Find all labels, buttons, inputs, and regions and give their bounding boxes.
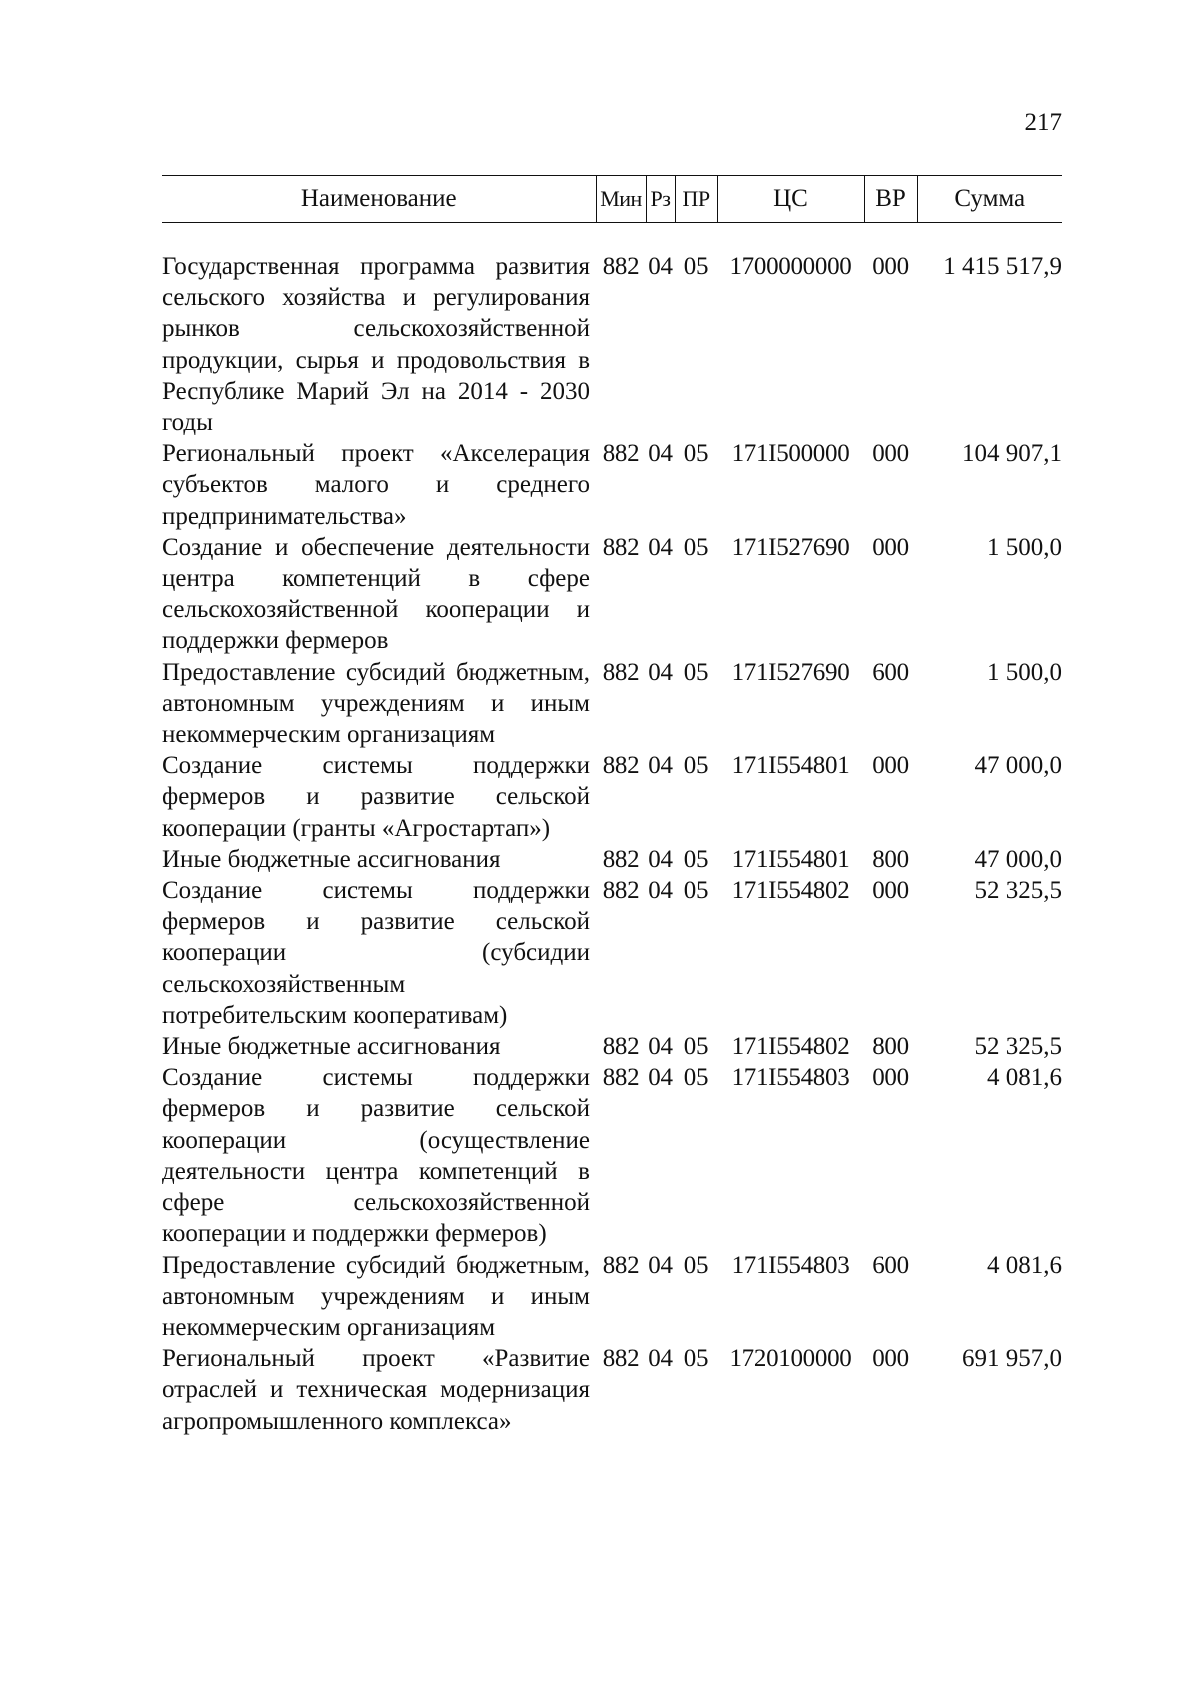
cell-min: 882 xyxy=(602,1064,640,1092)
cell-pr: 05 xyxy=(683,877,709,905)
cell-rz: 04 xyxy=(648,533,673,561)
cell-pr: 05 xyxy=(683,1345,709,1373)
header-pr: ПР xyxy=(675,176,717,223)
header-sum: Сумма xyxy=(917,176,1062,223)
header-name: Наименование xyxy=(162,176,596,223)
cell-name: Создание системы поддержки фермеров и развитие сельской кооперации (субсидии сельскохозяйственным потребительским кооперативам) xyxy=(162,877,590,1029)
cell-cs: 1720100000 xyxy=(729,1345,852,1373)
table-row xyxy=(162,1031,1062,1062)
cell-vr: 000 xyxy=(872,253,909,280)
cell-name: Государственная программа развития сельского хозяйства и регулирования рынков сельскохозяйственной продукции, сырья и продовольствия в Республике Марий Эл на 2014 - 2030 годы xyxy=(162,253,590,437)
cell-vr: 000 xyxy=(872,877,909,905)
cell-cs: 171I554802 xyxy=(731,1033,850,1061)
cell-sum: 104 907,1 xyxy=(962,440,1062,468)
budget-table xyxy=(162,175,1062,1437)
cell-cs: 1700000000 xyxy=(729,253,852,280)
header-spacer xyxy=(162,223,1062,252)
cell-min: 882 xyxy=(602,1345,640,1373)
cell-pr: 05 xyxy=(683,1251,709,1279)
cell-name: Иные бюджетные ассигнования xyxy=(162,845,501,873)
cell-pr: 05 xyxy=(683,1033,709,1061)
cell-rz: 04 xyxy=(648,658,673,686)
table-row xyxy=(162,1062,1062,1249)
table-header xyxy=(162,176,1062,223)
cell-cs: 171I527690 xyxy=(731,533,850,561)
cell-name: Создание системы поддержки фермеров и развитие сельской кооперации (осуществление деятельности центра компетенций в сфере сельскохозяйственной кооперации и поддержки фермеров) xyxy=(162,1064,590,1248)
cell-cs: 171I500000 xyxy=(731,440,850,468)
table-row xyxy=(162,844,1062,875)
table-row xyxy=(162,251,1062,438)
cell-sum: 691 957,0 xyxy=(962,1345,1062,1373)
cell-vr: 000 xyxy=(872,1345,909,1373)
cell-vr: 000 xyxy=(872,752,909,780)
cell-cs: 171I554802 xyxy=(731,877,850,905)
cell-sum: 52 325,5 xyxy=(974,1033,1062,1061)
cell-pr: 05 xyxy=(683,845,709,873)
page-number: 217 xyxy=(1024,109,1062,136)
cell-cs: 171I527690 xyxy=(731,658,850,686)
cell-min: 882 xyxy=(602,1033,640,1061)
cell-sum: 47 000,0 xyxy=(974,845,1062,873)
cell-sum: 1 500,0 xyxy=(987,533,1062,561)
cell-pr: 05 xyxy=(683,1064,709,1092)
cell-vr: 000 xyxy=(872,440,909,468)
cell-min: 882 xyxy=(602,752,640,780)
cell-pr: 05 xyxy=(683,253,709,280)
cell-rz: 04 xyxy=(648,253,673,280)
cell-min: 882 xyxy=(602,253,640,280)
cell-cs: 171I554803 xyxy=(731,1064,850,1092)
table-row xyxy=(162,657,1062,751)
cell-rz: 04 xyxy=(648,1345,673,1373)
cell-vr: 000 xyxy=(872,1064,909,1092)
cell-rz: 04 xyxy=(648,845,673,873)
cell-name: Предоставление субсидий бюджетным, автономным учреждениям и иным некоммерческим организациям xyxy=(162,658,590,749)
cell-name: Создание системы поддержки фермеров и развитие сельской кооперации (гранты «Агростартап») xyxy=(162,752,590,842)
cell-pr: 05 xyxy=(683,658,709,686)
header-cs: ЦС xyxy=(717,176,864,223)
cell-pr: 05 xyxy=(683,533,709,561)
cell-min: 882 xyxy=(602,877,640,905)
header-rz: Рз xyxy=(646,176,675,223)
cell-name: Региональный проект «Развитие отраслей и техническая модернизация агропромышленного комплекса» xyxy=(162,1345,590,1435)
cell-cs: 171I554803 xyxy=(731,1251,850,1279)
cell-vr: 800 xyxy=(872,845,909,873)
cell-sum: 4 081,6 xyxy=(987,1251,1062,1279)
cell-sum: 1 415 517,9 xyxy=(943,253,1062,280)
table-row xyxy=(162,1343,1062,1437)
cell-cs: 171I554801 xyxy=(731,845,850,873)
cell-sum: 52 325,5 xyxy=(974,877,1062,905)
cell-sum: 47 000,0 xyxy=(974,752,1062,780)
header-vr: ВР xyxy=(864,176,917,223)
cell-rz: 04 xyxy=(648,1033,673,1061)
cell-min: 882 xyxy=(602,845,640,873)
cell-rz: 04 xyxy=(648,440,673,468)
cell-sum: 4 081,6 xyxy=(987,1064,1062,1092)
cell-rz: 04 xyxy=(648,1251,673,1279)
cell-min: 882 xyxy=(602,440,640,468)
cell-cs: 171I554801 xyxy=(731,752,850,780)
cell-rz: 04 xyxy=(648,752,673,780)
cell-sum: 1 500,0 xyxy=(987,658,1062,686)
cell-min: 882 xyxy=(602,533,640,561)
cell-pr: 05 xyxy=(683,752,709,780)
spacer-cell xyxy=(162,223,1062,252)
table-body xyxy=(162,223,1062,1437)
cell-name: Создание и обеспечение деятельности центра компетенций в сфере сельскохозяйственной кооперации и поддержки фермеров xyxy=(162,533,590,655)
cell-vr: 800 xyxy=(872,1033,909,1061)
cell-min: 882 xyxy=(602,658,640,686)
cell-name: Предоставление субсидий бюджетным, автономным учреждениям и иным некоммерческим организациям xyxy=(162,1251,590,1341)
cell-vr: 600 xyxy=(872,1251,909,1279)
header-min: Мин xyxy=(596,176,646,223)
table-row xyxy=(162,750,1062,844)
table-row xyxy=(162,438,1062,532)
cell-name: Региональный проект «Акселерация субъектов малого и среднего предпринимательства» xyxy=(162,440,590,530)
table-row xyxy=(162,875,1062,1031)
cell-vr: 000 xyxy=(872,533,909,561)
cell-rz: 04 xyxy=(648,877,673,905)
table-row xyxy=(162,532,1062,657)
cell-pr: 05 xyxy=(683,440,709,468)
table-row xyxy=(162,1250,1062,1344)
cell-rz: 04 xyxy=(648,1064,673,1092)
cell-min: 882 xyxy=(602,1251,640,1279)
cell-vr: 600 xyxy=(872,658,909,686)
cell-name: Иные бюджетные ассигнования xyxy=(162,1033,501,1061)
